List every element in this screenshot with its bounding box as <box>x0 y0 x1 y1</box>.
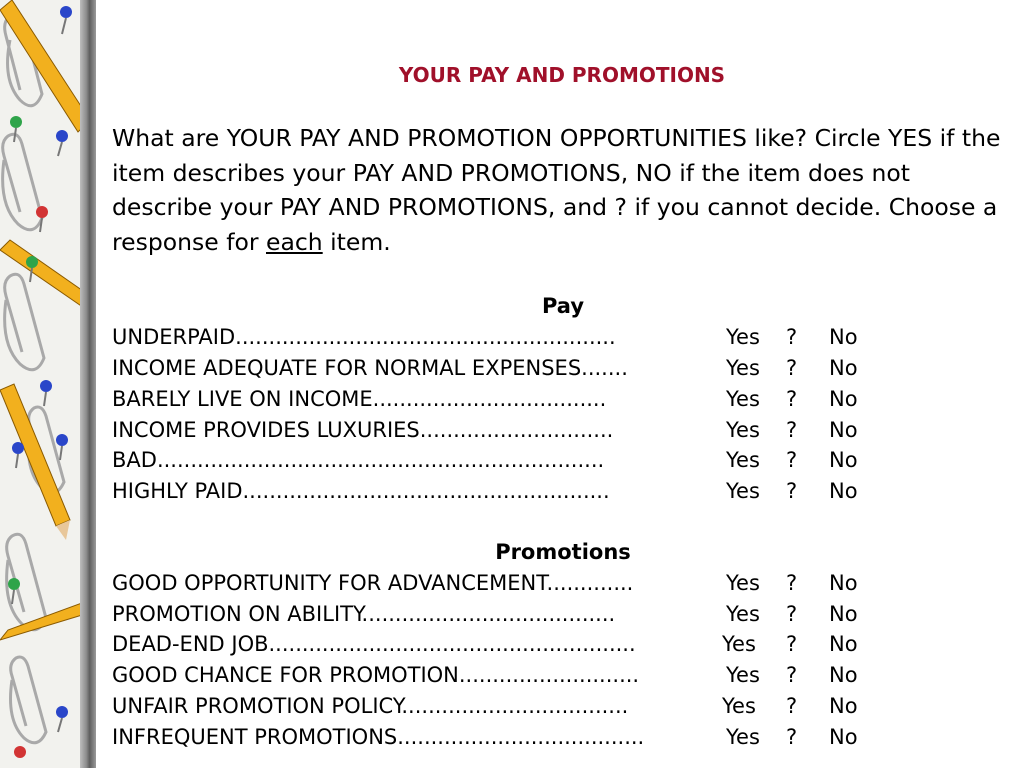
pay-item-row <box>112 387 872 417</box>
item-label: HIGHLY PAID....................................................... <box>112 479 610 503</box>
yes-option[interactable]: Yes <box>726 418 760 442</box>
yes-option[interactable]: Yes <box>726 356 760 380</box>
unsure-option[interactable]: ? <box>786 571 798 595</box>
promotions-item-row <box>112 663 872 693</box>
unsure-option[interactable]: ? <box>786 356 798 380</box>
promotions-item-row <box>112 725 872 755</box>
pay-heading: Pay <box>541 294 585 318</box>
item-label: DEAD-END JOB....................................................... <box>112 632 636 656</box>
pay-item-row <box>112 448 872 478</box>
pay-item-row <box>112 418 872 448</box>
instructions-emphasis: each <box>266 227 323 256</box>
yes-option[interactable]: Yes <box>726 387 760 411</box>
promotions-heading: Promotions <box>495 540 631 564</box>
unsure-option[interactable]: ? <box>786 694 798 718</box>
no-option[interactable]: No <box>829 571 858 595</box>
yes-option[interactable]: Yes <box>726 479 760 503</box>
no-option[interactable]: No <box>829 632 858 656</box>
no-option[interactable]: No <box>829 448 858 472</box>
promotions-item-row <box>112 632 872 662</box>
pushpin-icon <box>8 6 72 758</box>
promotions-item-row <box>112 571 872 601</box>
yes-option[interactable]: Yes <box>726 448 760 472</box>
unsure-option[interactable]: ? <box>786 663 798 687</box>
yes-option[interactable]: Yes <box>726 663 760 687</box>
item-label: GOOD OPPORTUNITY FOR ADVANCEMENT............. <box>112 571 634 595</box>
item-label: BARELY LIVE ON INCOME................................... <box>112 387 607 411</box>
pay-item-row <box>112 325 872 355</box>
pay-item-row <box>112 356 872 386</box>
instructions-text-end: item. <box>322 227 391 256</box>
yes-option[interactable]: Yes <box>722 694 756 718</box>
no-option[interactable]: No <box>829 725 858 749</box>
no-option[interactable]: No <box>829 663 858 687</box>
yes-option[interactable]: Yes <box>726 571 760 595</box>
item-label: INCOME ADEQUATE FOR NORMAL EXPENSES....... <box>112 356 628 380</box>
instructions-text: What are YOUR PAY AND PROMOTION OPPORTUNITIES like? Circle YES if the item describes your PAY AND PROMOTIONS, NO if the item does not describe your PAY AND PROMOTIONS, and ? if you cannot decide. Choose a response for <box>112 124 1001 256</box>
no-option[interactable]: No <box>829 356 858 380</box>
yes-option[interactable]: Yes <box>726 325 760 349</box>
pay-item-row <box>112 479 872 509</box>
item-label: INFREQUENT PROMOTIONS..................................... <box>112 725 645 749</box>
no-option[interactable]: No <box>829 418 858 442</box>
item-label: PROMOTION ON ABILITY...................................... <box>112 602 616 626</box>
no-option[interactable]: No <box>829 325 858 349</box>
unsure-option[interactable]: ? <box>786 602 798 626</box>
unsure-option[interactable]: ? <box>786 632 798 656</box>
item-label: GOOD CHANCE FOR PROMOTION........................... <box>112 663 640 687</box>
no-option[interactable]: No <box>829 602 858 626</box>
no-option[interactable]: No <box>829 479 858 503</box>
unsure-option[interactable]: ? <box>786 725 798 749</box>
sidebar-edge <box>80 0 96 768</box>
promotions-item-row <box>112 602 872 632</box>
unsure-option[interactable]: ? <box>786 418 798 442</box>
page-title: YOUR PAY AND PROMOTIONS <box>398 63 726 87</box>
yes-option[interactable]: Yes <box>722 632 756 656</box>
item-label: INCOME PROVIDES LUXURIES............................. <box>112 418 614 442</box>
unsure-option[interactable]: ? <box>786 387 798 411</box>
unsure-option[interactable]: ? <box>786 479 798 503</box>
yes-option[interactable]: Yes <box>726 602 760 626</box>
yes-option[interactable]: Yes <box>726 725 760 749</box>
no-option[interactable]: No <box>829 387 858 411</box>
item-label: BAD................................................................... <box>112 448 605 472</box>
no-option[interactable]: No <box>829 694 858 718</box>
decorative-sidebar <box>0 0 96 768</box>
unsure-option[interactable]: ? <box>786 325 798 349</box>
item-label: UNDERPAID......................................................... <box>112 325 616 349</box>
item-label: UNFAIR PROMOTION POLICY.................................. <box>112 694 629 718</box>
instructions-paragraph <box>112 121 1012 259</box>
unsure-option[interactable]: ? <box>786 448 798 472</box>
promotions-item-row <box>112 694 872 724</box>
